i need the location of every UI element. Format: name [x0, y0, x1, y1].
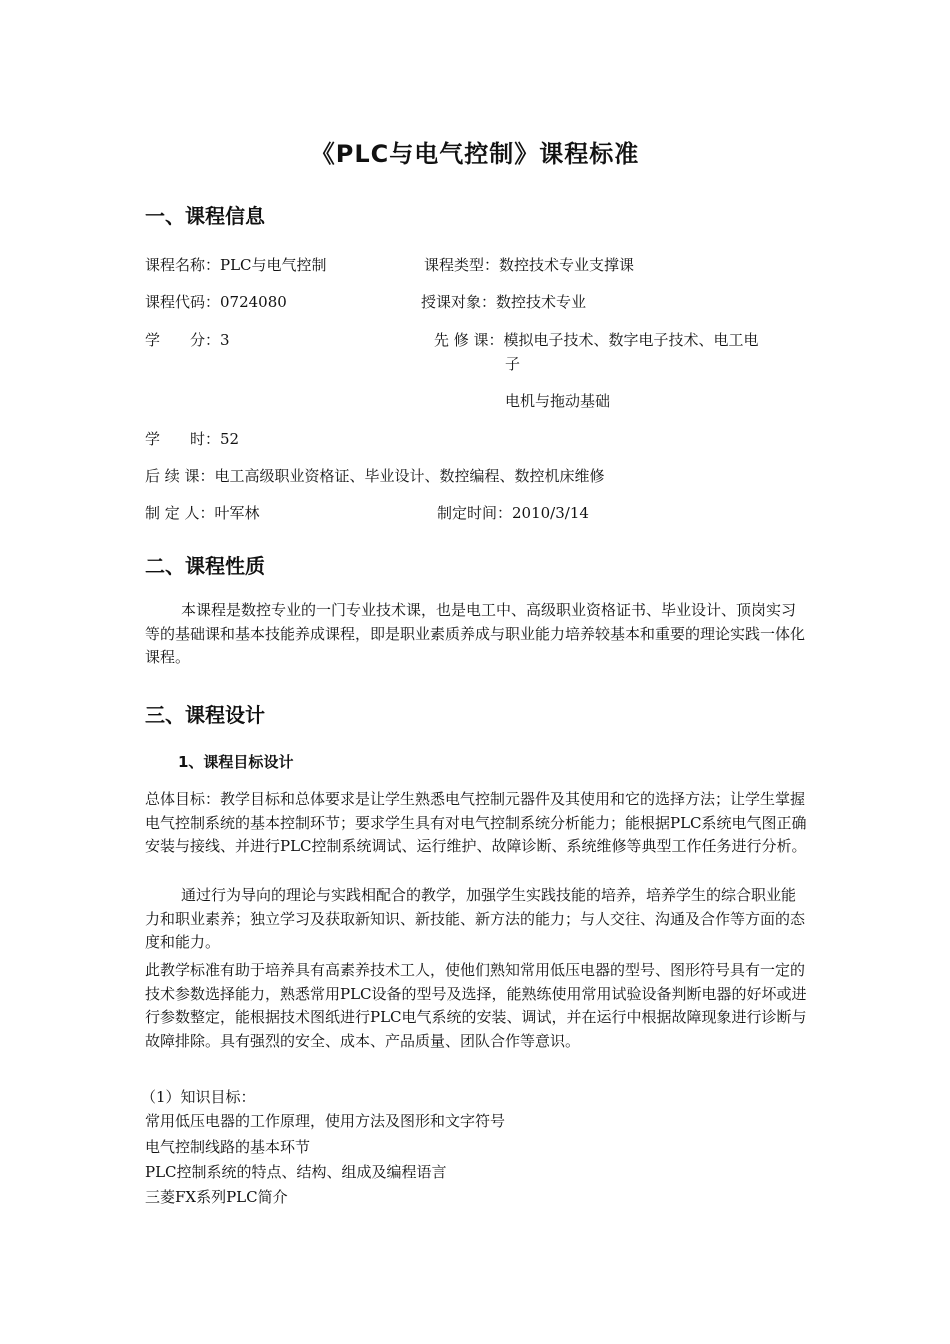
course-audience: 授课对象：数控技术专业 — [421, 293, 587, 311]
knowledge-item: 常用低压电器的工作原理，使用方法及图形和文字符号 — [145, 1112, 506, 1130]
document-date: 制定时间：2010/3/14 — [437, 504, 589, 522]
course-type: 课程类型：数控技术专业支撑课 — [424, 256, 635, 274]
standard-purpose-paragraph: 此教学标准有助于培养具有高素养技术工人，使他们熟知常用低压电器的型号、图形符号具有一定的技术参数选择能力，熟悉常用PLC设备的型号及选择，能熟练使用常用试验设备判断电器的好坏或进行参数整定，能根据技术图纸进行PLC电气系统的安装、调试，并在运行中根据故障现象进行诊断与故障排除。具有强烈的安全、成本、产品质量、团队合作等意识。 — [145, 961, 807, 1050]
section-heading-course-design: 三、课程设计 — [145, 703, 265, 727]
knowledge-item: PLC控制系统的特点、结构、组成及编程语言 — [145, 1163, 447, 1181]
course-name: 课程名称：PLC与电气控制 — [145, 256, 327, 274]
document-author: 制 定 人：叶军林 — [145, 504, 260, 522]
overall-goal-paragraph: 总体目标：教学目标和总体要求是让学生熟悉电气控制元器件及其使用和它的选择方法；让学生掌握电气控制系统的基本控制环节；要求学生具有对电气控制系统分析能力；能根据PLC系统电气图正确安装与接线、并进行PLC控制系统调试、运行维护、故障诊断、系统维修等典型工作任务进行分析。 — [145, 790, 807, 855]
knowledge-item: 三菱FX系列PLC简介 — [145, 1188, 288, 1206]
section-heading-course-info: 一、课程信息 — [145, 204, 265, 228]
section-heading-course-nature: 二、课程性质 — [145, 554, 265, 578]
knowledge-goal-label: （1）知识目标： — [141, 1088, 256, 1106]
knowledge-item: 电气控制线路的基本环节 — [145, 1138, 311, 1156]
follow-up-courses: 后 续 课：电工高级职业资格证、毕业设计、数控编程、数控机床维修 — [145, 467, 605, 485]
course-credits: 学 分：3 — [145, 331, 230, 349]
prerequisites-line-1: 先 修 课：模拟电子技术、数字电子技术、电工电 — [434, 331, 759, 349]
course-nature-paragraph: 本课程是数控专业的一门专业技术课，也是电工中、高级职业资格证书、毕业设计、顶岗实习等的基础课和基本技能养成课程，即是职业素质养成与职业能力培养较基本和重要的理论实践一体化课程。 — [145, 601, 806, 666]
document-title: 《PLC与电气控制》课程标准 — [310, 140, 640, 168]
course-hours: 学 时：52 — [145, 430, 240, 448]
prerequisites-line-3: 电机与拖动基础 — [505, 392, 611, 410]
teaching-method-paragraph: 通过行为导向的理论与实践相配合的教学，加强学生实践技能的培养，培养学生的综合职业能力和职业素养；独立学习及获取新知识、新技能、新方法的能力；与人交往、沟通及合作等方面的态度和能力。 — [145, 886, 806, 951]
prerequisites-line-2: 子 — [505, 355, 521, 373]
subheading-goal-design: 1、课程目标设计 — [178, 753, 294, 771]
course-code: 课程代码：0724080 — [145, 293, 287, 311]
